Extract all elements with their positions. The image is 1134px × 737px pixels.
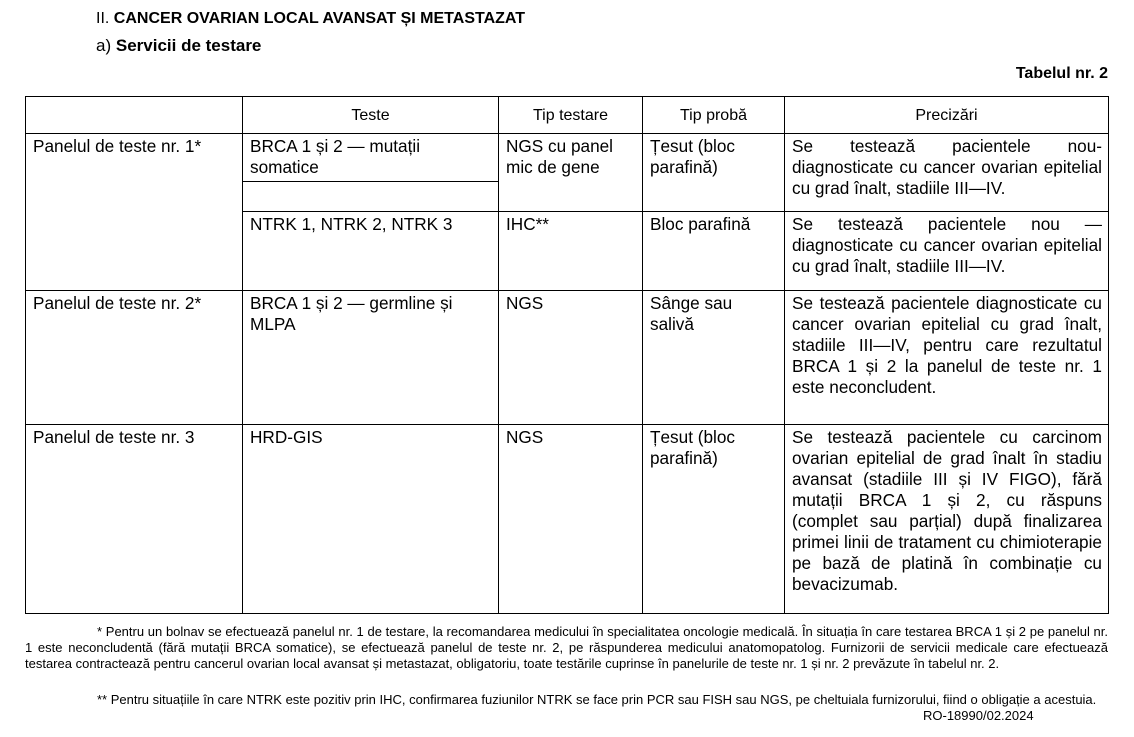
footnote-ntrk: ** Pentru situațiile în care NTRK este pozitiv prin IHC, confirmarea fuziunilor NTRK se face prin PCR sau FISH sau NGS, pe cheltuiala furnizorului, fiind o obligație a acestuia. bbox=[97, 692, 1097, 707]
panel-3-test-type: NGS bbox=[499, 425, 643, 614]
panel-2-sample: Sânge sau salivă bbox=[643, 291, 785, 425]
panel-1-test-ntrk: NTRK 1, NTRK 2, NTRK 3 bbox=[243, 212, 499, 291]
header-sample-type: Tip probă bbox=[643, 97, 785, 134]
panel-1-test-type-ngs: NGS cu panel mic de gene bbox=[499, 134, 643, 212]
header-panel bbox=[26, 97, 243, 134]
panel-2-test: BRCA 1 și 2 — germline și MLPA bbox=[243, 291, 499, 425]
table-label: Tabelul nr. 2 bbox=[1015, 65, 1108, 82]
panel-2-note: Se testează pacientele diagnosticate cu cancer ovarian epitelial cu grad înalt, stadiile III—IV, pentru care rezultatul BRCA 1 și 2 la panelul de teste nr. 1 este neconcludent. bbox=[785, 291, 1109, 425]
panel-1-sample-paraffin: Bloc parafină bbox=[643, 212, 785, 291]
header-tests: Teste bbox=[243, 97, 499, 134]
subsection-heading bbox=[96, 36, 261, 56]
panel-1-test-type-ihc: IHC** bbox=[499, 212, 643, 291]
document-code: RO-18990/02.2024 bbox=[923, 708, 1034, 723]
panel-3-name: Panelul de teste nr. 3 bbox=[26, 425, 243, 614]
panel-3-test: HRD-GIS bbox=[243, 425, 499, 614]
panel-1-test-brca: BRCA 1 și 2 — mutații somatice bbox=[243, 134, 499, 182]
panel-1-name: Panelul de teste nr. 1* bbox=[26, 134, 243, 291]
panel-1-note-brca: Se testează pacientele nou-diagnosticate cu cancer ovarian epitelial cu grad înalt, stadiile III—IV. bbox=[785, 134, 1109, 212]
section-number: II. bbox=[96, 10, 110, 27]
panel-3-note: Se testează pacientele cu carcinom ovarian epitelial de grad înalt în stadiu avansat (stadiile III și IV FIGO), fără mutații BRCA 1 și 2, cu răspuns (complet sau parțial) după finalizarea primei linii de tratament cu chimioterapie pe bază de platină în combinație cu bevacizumab. bbox=[785, 425, 1109, 614]
header-test-type: Tip testare bbox=[499, 97, 643, 134]
table-header-row bbox=[26, 97, 1109, 134]
panel-1-empty-cell bbox=[243, 182, 499, 212]
panel-1-sample-tissue: Țesut (bloc parafină) bbox=[643, 134, 785, 212]
section-title: CANCER OVARIAN LOCAL AVANSAT ȘI METASTAZAT bbox=[113, 10, 526, 27]
testing-services-table bbox=[25, 96, 1109, 614]
table-row bbox=[26, 425, 1109, 614]
table-row bbox=[26, 134, 1109, 182]
header-notes: Precizări bbox=[785, 97, 1109, 134]
section-heading bbox=[96, 9, 525, 29]
panel-1-note-ntrk: Se testează pacientele nou — diagnosticate cu cancer ovarian epitelial cu grad înalt, stadiile III—IV. bbox=[785, 212, 1109, 291]
panel-2-name: Panelul de teste nr. 2* bbox=[26, 291, 243, 425]
panel-2-test-type: NGS bbox=[499, 291, 643, 425]
table-row bbox=[26, 291, 1109, 425]
subsection-title: Servicii de testare bbox=[115, 36, 262, 55]
panel-3-sample: Țesut (bloc parafină) bbox=[643, 425, 785, 614]
subsection-letter: a) bbox=[96, 36, 112, 55]
footnote-panels: * Pentru un bolnav se efectuează panelul nr. 1 de testare, la recomandarea medicului în specialitatea oncologie medicală. În situația în care testarea BRCA 1 și 2 pe panelul nr. 1 este neconcludentă (fără mutații BRCA somatice), se efectuează panelul de teste nr. 2, pe răspunderea medicului anatomopatolog. Furnizorii de servicii medicale care efectuează testarea contractează pentru cancerul ovarian local avansat și metastazat, obligatoriu, toate testările cuprinse în panelurile de teste nr. 1 și nr. 2 prevăzute în tabelul nr. 2. bbox=[25, 624, 1108, 671]
